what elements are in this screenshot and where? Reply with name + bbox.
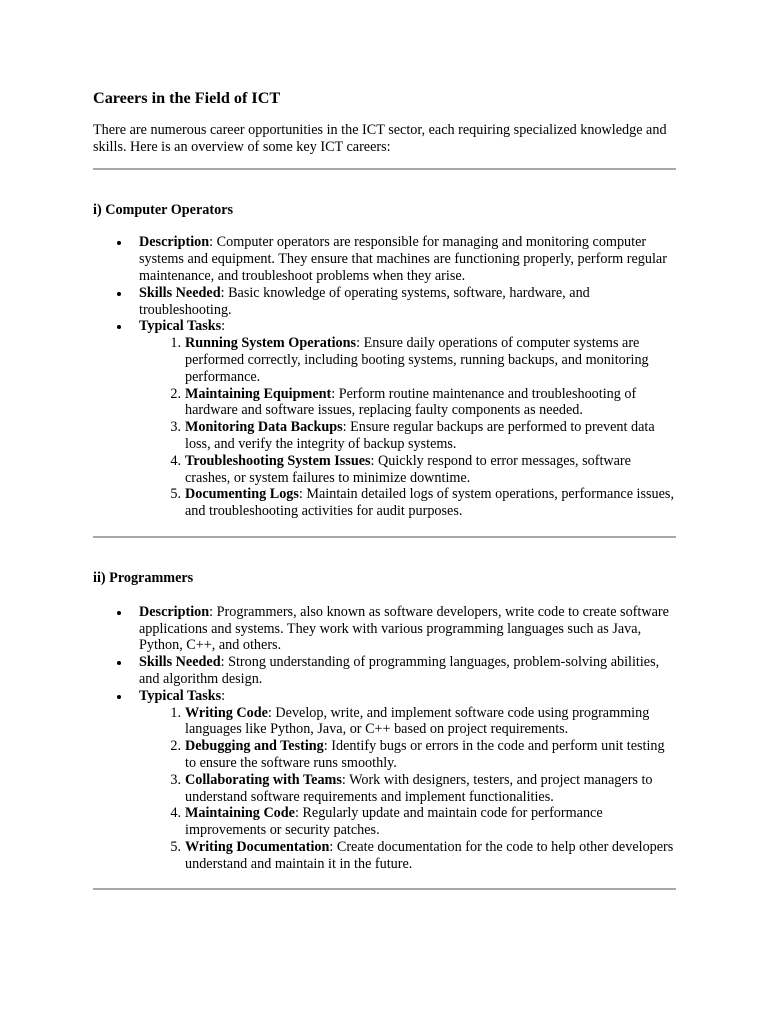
task-number: 5.	[170, 838, 181, 855]
task-item	[170, 738, 676, 772]
task-label: Writing Documentation	[185, 838, 330, 855]
task-text: : Maintain detailed logs of system operations, performance issues, and troubleshooting activities for audit purposes.	[185, 486, 674, 520]
bold-label: Skills Needed	[139, 284, 221, 301]
task-item	[170, 838, 676, 873]
task-number: 3.	[170, 419, 181, 436]
task-label: Maintaining Equipment	[185, 385, 332, 402]
task-text: : Identify bugs or errors in the code and perform unit testing to ensure the software runs smoothly.	[185, 738, 665, 771]
section-divider	[93, 168, 676, 170]
list-item-text: : Programmers, also known as software developers, write code to create software applications and systems. They work with various programming languages such as Java, Python, C++, and others.	[139, 603, 669, 654]
list-item-text: :	[221, 318, 226, 335]
bold-label: Description	[139, 234, 210, 251]
task-item	[170, 419, 676, 453]
task-label: Writing Code	[185, 704, 268, 721]
task-text: : Work with designers, testers, and project managers to understand software requirements and implement functionalities.	[185, 771, 653, 805]
task-label: Maintaining Code	[185, 805, 295, 822]
task-item	[170, 452, 676, 487]
task-number: 1.	[170, 704, 181, 721]
bold-label: Typical Tasks	[139, 687, 222, 704]
task-text: : Develop, write, and implement software code using programming languages like Python, Java, or C++ based on project requirements.	[185, 704, 650, 738]
intro-paragraph: There are numerous career opportunities in the ICT sector, each requiring specialized knowledge and skills. Here is an overview of some key ICT careers:	[93, 122, 667, 155]
list-item-typical-tasks	[139, 318, 676, 520]
task-text: : Perform routine maintenance and troubleshooting of hardware and software issues, replacing faulty components as needed.	[185, 385, 637, 419]
list-item-typical-tasks	[139, 688, 676, 873]
programmers-list	[93, 604, 676, 873]
task-label: Monitoring Data Backups	[185, 419, 343, 436]
section-divider	[93, 536, 676, 538]
task-text: : Regularly update and maintain code for performance improvements or security patches.	[185, 805, 603, 839]
task-number: 2.	[170, 385, 181, 402]
bold-label: Description	[139, 603, 210, 620]
task-item	[170, 704, 676, 739]
task-item	[170, 771, 676, 806]
task-label: Running System Operations	[185, 335, 357, 352]
task-item	[170, 385, 676, 420]
task-label: Troubleshooting System Issues	[185, 452, 371, 469]
list-item-text: : Computer operators are responsible for managing and monitoring computer systems and equipment. They ensure that machines are functioning properly, perform regular maintenance, and troubleshoot problems when they arise.	[139, 234, 667, 284]
document-content	[93, 89, 676, 890]
computer-operators-list	[93, 234, 676, 520]
task-text: : Quickly respond to error messages, software crashes, or system failures to minimize downtime.	[185, 452, 631, 486]
task-text: : Create documentation for the code to help other developers understand and maintain it in the future.	[185, 838, 674, 872]
section-title-computer-operators: i) Computer Operators	[93, 201, 234, 218]
tasks-list	[139, 335, 676, 520]
task-text: : Ensure regular backups are performed to prevent data loss, and verify the integrity of backup systems.	[185, 419, 655, 452]
list-item-text: :	[221, 687, 226, 704]
section-divider	[93, 888, 676, 890]
list-item-description	[139, 234, 676, 284]
task-label: Documenting Logs	[185, 486, 299, 503]
page-title: Careers in the Field of ICT	[93, 89, 281, 107]
task-label: Collaborating with Teams	[185, 771, 342, 788]
task-item	[170, 335, 676, 385]
task-number: 4.	[170, 805, 181, 822]
list-item-text: : Strong understanding of programming languages, problem-solving abilities, and algorithm design.	[139, 654, 660, 687]
task-number: 4.	[170, 452, 181, 469]
task-number: 5.	[170, 486, 181, 503]
tasks-list	[139, 705, 676, 873]
list-item-skills	[139, 285, 676, 319]
bold-label: Typical Tasks	[139, 318, 222, 335]
section-title-programmers: ii) Programmers	[93, 569, 194, 586]
task-label: Debugging and Testing	[185, 738, 324, 755]
task-item	[170, 486, 676, 520]
task-number: 3.	[170, 771, 181, 788]
list-item-text: : Basic knowledge of operating systems, software, hardware, and troubleshooting.	[139, 284, 590, 318]
task-number: 2.	[170, 738, 181, 755]
list-item-description	[139, 604, 676, 654]
list-item-skills	[139, 654, 676, 688]
task-number: 1.	[170, 335, 181, 352]
task-text: : Ensure daily operations of computer systems are performed correctly, including booting systems, running backups, and monitoring performance.	[185, 335, 649, 385]
bold-label: Skills Needed	[139, 654, 221, 671]
task-item	[170, 805, 676, 839]
